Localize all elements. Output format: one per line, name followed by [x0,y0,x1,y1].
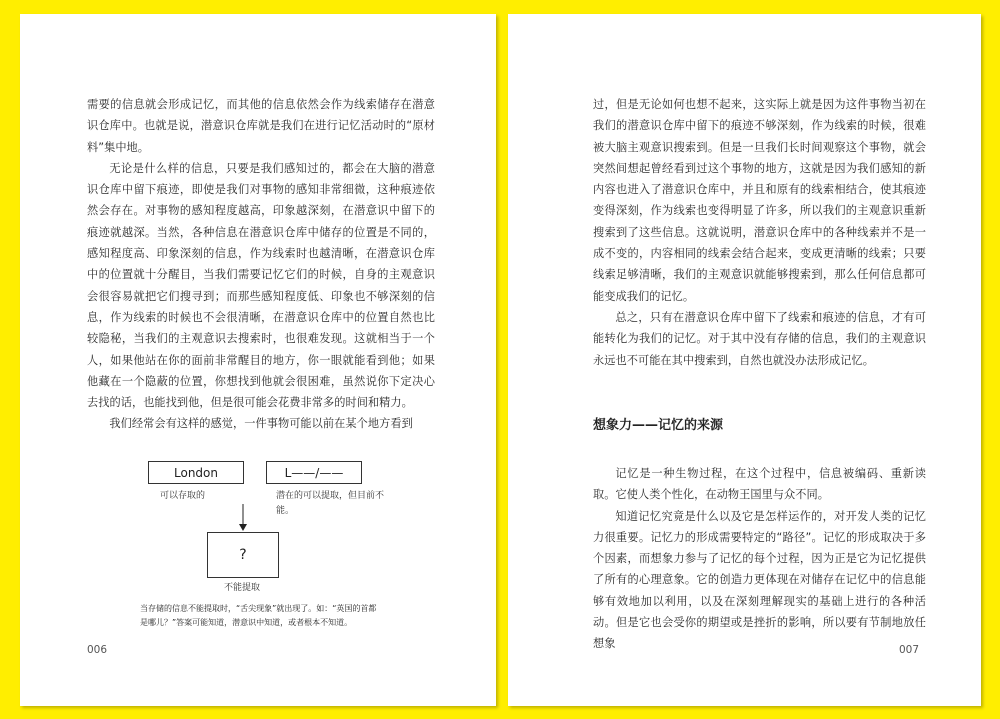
page-number: 007 [898,644,919,656]
diagram-box-unavailable: ? [207,532,279,578]
section-heading: 想象力——记忆的来源 [593,418,724,433]
memory-diagram [20,14,496,706]
page-number: 006 [87,644,108,656]
right-body-text [593,94,926,371]
paragraph: 过，但是无论如何也想不起来，这实际上就是因为这件事物当初在我们的潜意识仓库中留下的痕迹不够深刻，作为线索的时候，很难被大脑主观意识搜索到。但是一旦我们长时间观察这个事物，就会突然间想起曾经看到过这个事物的地方，这就是因为我们感知的新内容也进入了潜意识仓库中，并且和原有的线索相结合，使其痕迹变得深刻，作为线索也变得明显了许多，所以我们的主观意识重新搜索到了这些信息。这就说明，潜意识仓库中的各种线索并不是一成不变的，内容相同的线索会结合起来，变成更清晰的线索；只要线索足够清晰，我们的主观意识就能够搜索到，那么任何信息都可能变成我们的记忆。 [593,98,926,303]
diagram-box-accessible: London [148,461,244,484]
paragraph: 我们经常会有这样的感觉，一件事物可能以前在某个地方看到 [109,417,413,431]
paragraph: 需要的信息就会形成记忆，而其他的信息依然会作为线索储存在潜意识仓库中。也就是说，潜意识仓库就是我们在进行记忆活动时的“原材料”集中地。 [87,98,435,154]
diagram-caption-accessible: 可以存取的 [160,491,206,501]
right-body-text-section [593,463,926,655]
paragraph: 无论是什么样的信息，只要是我们感知过的，都会在大脑的潜意识仓库中留下痕迹，即使是我们对事物的感知非常细微，这种痕迹依然会存在。对事物的感知程度越高，印象越深刻，在潜意识中留下的痕迹就越深。当然，各种信息在潜意识仓库中储存的位置是不同的，感知程度高、印象深刻的信息，作为线索时也越清晰，在潜意识仓库中的位置就十分醒目，当我们需要记忆它们的时候，自身的主观意识会很容易就把它们搜寻到；而那些感知程度低、印象也不够深刻的信息，作为线索的时候也不会很清晰，在潜意识仓库中的位置自然也比较隐秘，当我们的主观意识去搜索时，也很难发现。这就相当于一个人，如果他站在你的面前非常醒目的地方，你一眼就能看到他；如果他藏在一个隐蔽的位置，你想找到他就会很困难，虽然说你下定决心去找的话，也能找到他，但是很可能会花费非常多的时间和精力。 [87,161,435,410]
paragraph: 知道记忆究竟是什么以及它是怎样运作的，对开发人类的记忆力很重要。记忆力的形成需要特定的“路径”。记忆的形成取决于多个因素，而想象力参与了记忆的每个过程，因为正是它为记忆提供了所有的心理意象。它的创造力更体现在对储存在记忆中的信息能够有效地加以利用，以及在深刻理解现实的基础上进行的各种活动。但是它也会受你的期望或是挫折的影响，所以要有节制地放任想象 [593,509,926,651]
diagram-box-latent: L——/—— [266,461,362,484]
diagram-footnote: 当存储的信息不能提取时，“舌尖现象”就出现了。如：“英国的首都是哪儿？”答案可能知道，潜意识中知道，或者根本不知道。 [140,604,377,627]
right-page [508,14,981,706]
left-page [20,14,496,706]
diagram-caption-latent: 潜在的可以提取，但目前不能。 [276,491,385,516]
paragraph: 总之，只有在潜意识仓库中留下了线索和痕迹的信息，才有可能转化为我们的记忆。对于其中没有存储的信息，我们的主观意识永远也不可能在其中搜索到，自然也就没办法形成记忆。 [593,310,926,367]
diagram-caption-unavailable: 不能提取 [224,583,261,593]
paragraph: 记忆是一种生物过程，在这个过程中，信息被编码、重新读取。它使人类个性化，在动物王国里与众不同。 [593,467,926,502]
